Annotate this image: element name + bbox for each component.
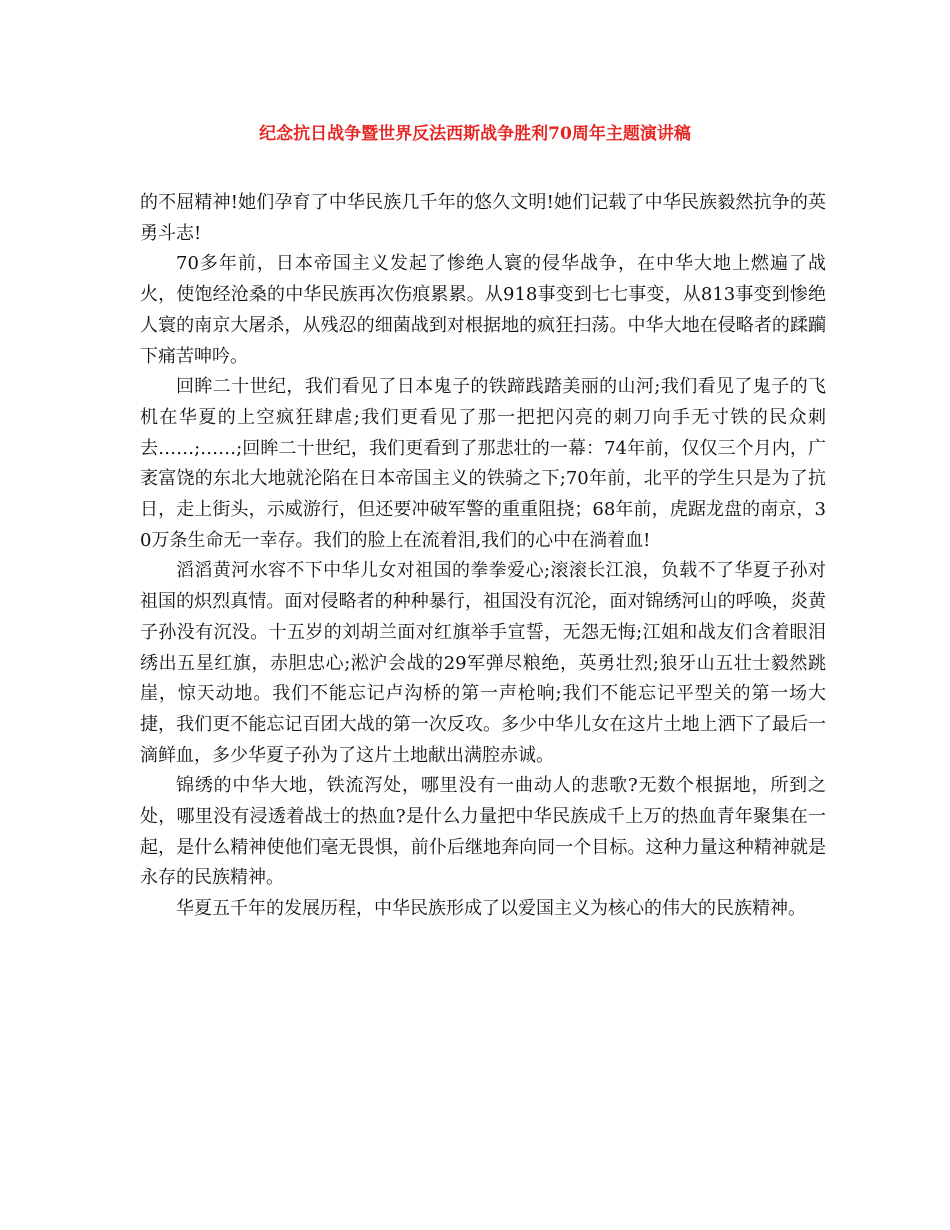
document-body <box>140 188 826 925</box>
paragraph-national-spirit: 锦绣的中华大地，铁流泻处，哪里没有一曲动人的悲歌?无数个根据地，所到之处，哪里没有浸透着战士的热血?是什么力量把中华民族成千上万的热血青年聚集在一起，是什么精神使他们毫无畏惧，前仆后继地奔向同一个目标。这种力量这种精神就是永存的民族精神。 <box>140 775 826 889</box>
document-title: 纪念抗日战争暨世界反法西斯战争胜利70周年主题演讲稿 <box>259 124 691 144</box>
paragraph-invasion: 70多年前，日本帝国主义发起了惨绝人寰的侵华战争，在中华大地上燃遍了战火，使饱经沧桑的中华民族再次伤痕累累。从918事变到七七事变，从813事变到惨绝人寰的南京大屠杀，从残忍的细菌战到对根据地的疯狂扫荡。中华大地在侵略者的蹂躏下痛苦呻吟。 <box>140 253 826 367</box>
paragraph-heroes: 滔滔黄河水容不下中华儿女对祖国的拳拳爱心;滚滚长江浪，负载不了华夏子孙对祖国的炽烈真情。面对侵略者的种种暴行，祖国没有沉沦，面对锦绣河山的呼唤，炎黄子孙没有沉没。十五岁的刘胡兰面对红旗举手宣誓，无怨无悔;江姐和战友们含着眼泪绣出五星红旗，赤胆忠心;淞沪会战的29军弹尽粮绝，英勇壮烈;狼牙山五壮士毅然跳崖，惊天动地。我们不能忘记卢沟桥的第一声枪响;我们不能忘记平型关的第一场大捷，我们更不能忘记百团大战的第一次反攻。多少中华儿女在这片土地上洒下了最后一滴鲜血，多少华夏子孙为了这片土地献出满腔赤诚。 <box>140 560 826 766</box>
paragraph-continuation: 的不屈精神!她们孕育了中华民族几千年的悠久文明!她们记载了中华民族毅然抗争的英勇斗志! <box>140 192 826 244</box>
paragraph-twentieth-century: 回眸二十世纪，我们看见了日本鬼子的铁蹄践踏美丽的山河;我们看见了鬼子的飞机在华夏的上空疯狂肆虐;我们更看见了那一把把闪亮的刺刀向手无寸铁的民众刺去……;……;回眸二十世纪，我们更看到了那悲壮的一幕：74年前，仅仅三个月内，广袤富饶的东北大地就沦陷在日本帝国主义的铁骑之下;70年前，北平的学生只是为了抗日，走上街头，示威游行，但还要冲破军警的重重阻挠；68年前，虎踞龙盘的南京，30万条生命无一幸存。我们的脸上在流着泪,我们的心中在淌着血! <box>140 376 826 551</box>
paragraph-five-thousand-years: 华夏五千年的发展历程，中华民族形成了以爱国主义为核心的伟大的民族精神。 <box>176 898 806 920</box>
